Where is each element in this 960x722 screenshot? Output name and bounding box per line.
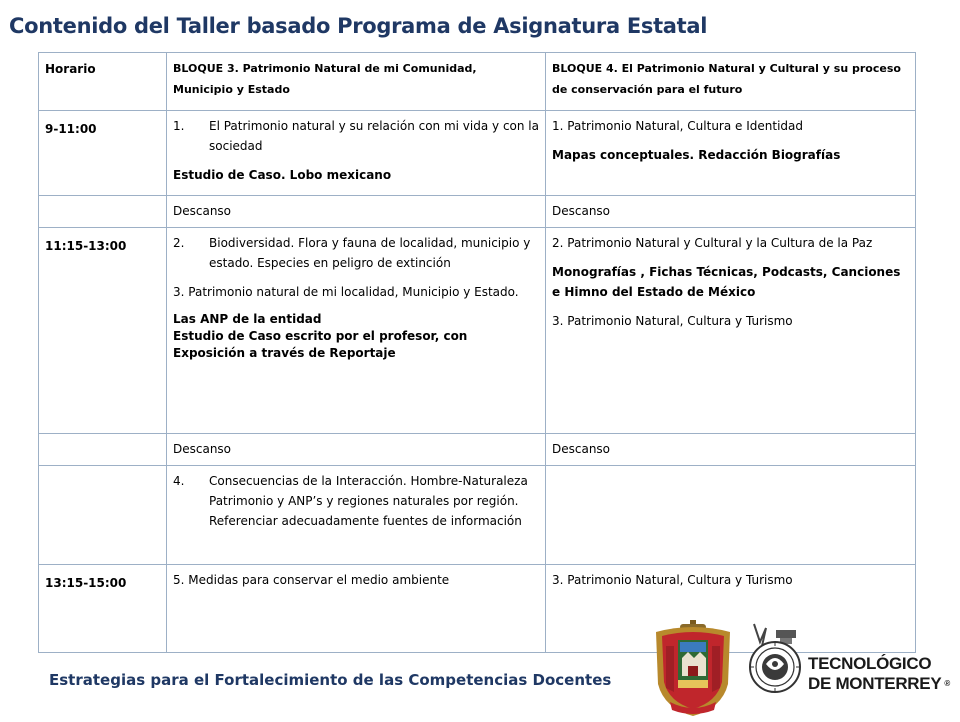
break-cell: Descanso xyxy=(167,434,546,466)
list-item: 4. Consecuencias de la Interacción. Hombre-Naturaleza Patrimonio y ANP’s y regiones naturales por región. Referenciar adecuadamente fuentes de información xyxy=(173,474,528,528)
bloque-3-cell xyxy=(167,466,546,565)
header-bloque-3: BLOQUE 3. Patrimonio Natural de mi Comunidad, Municipio y Estado xyxy=(167,53,546,111)
tec-seal-icon xyxy=(746,620,804,700)
bloque-4-cell: 3. Patrimonio Natural, Cultura y Turismo xyxy=(546,565,916,653)
schedule-table xyxy=(38,52,916,653)
break-row xyxy=(39,196,916,228)
list-item: 2. Patrimonio Natural y Cultural y la Cultura de la Paz xyxy=(552,236,873,250)
bloque-3-cell xyxy=(167,111,546,196)
time-cell: 13:15-15:00 xyxy=(39,565,167,653)
table-row xyxy=(39,228,916,434)
list-item: 3. Patrimonio Natural, Cultura y Turismo xyxy=(552,314,793,328)
bloque-3-cell: 5. Medidas para conservar el medio ambiente xyxy=(167,565,546,653)
break-row xyxy=(39,434,916,466)
break-cell: Descanso xyxy=(546,434,916,466)
bloque-3-cell xyxy=(167,228,546,434)
activity-text: Las ANP de la entidad xyxy=(173,312,322,326)
activity-text: Estudio de Caso. Lobo mexicano xyxy=(173,168,392,182)
edomex-seal-icon xyxy=(652,618,734,722)
break-cell: Descanso xyxy=(167,196,546,228)
activity-text: Estudio de Caso escrito por el profesor, con Exposición a través de Reportaje xyxy=(173,329,468,360)
time-cell: 11:15-13:00 xyxy=(39,228,167,434)
empty-cell xyxy=(39,466,167,565)
table-row xyxy=(39,466,916,565)
list-item: 1. El Patrimonio natural y su relación con mi vida y con la sociedad xyxy=(173,119,539,153)
empty-cell xyxy=(546,466,916,565)
header-horario: Horario xyxy=(39,53,167,111)
empty-cell xyxy=(39,434,167,466)
bloque-4-cell xyxy=(546,111,916,196)
break-cell: Descanso xyxy=(546,196,916,228)
table-header-row xyxy=(39,53,916,111)
bloque-4-cell xyxy=(546,228,916,434)
list-item: 2. Biodiversidad. Flora y fauna de localidad, municipio y estado. Especies en peligro de extinción xyxy=(173,236,531,270)
activity-text: Mapas conceptuales. Redacción Biografías xyxy=(552,148,841,162)
tec-wordmark: TECNOLÓGICO DE MONTERREY ® xyxy=(808,654,950,693)
activity-text: Monografías , Fichas Técnicas, Podcasts, Canciones e Himno del Estado de México xyxy=(552,265,901,299)
empty-cell xyxy=(39,196,167,228)
time-cell: 9-11:00 xyxy=(39,111,167,196)
list-item: 1. Patrimonio Natural, Cultura e Identidad xyxy=(552,119,804,133)
footer-text: Estrategias para el Fortalecimiento de las Competencias Docentes xyxy=(49,671,612,689)
list-item: 3. Patrimonio natural de mi localidad, Municipio y Estado. xyxy=(173,285,519,299)
page-title: Contenido del Taller basado Programa de Asignatura Estatal xyxy=(9,14,708,38)
table-row xyxy=(39,111,916,196)
header-bloque-4: BLOQUE 4. El Patrimonio Natural y Cultural y su proceso de conservación para el futuro xyxy=(546,53,916,111)
